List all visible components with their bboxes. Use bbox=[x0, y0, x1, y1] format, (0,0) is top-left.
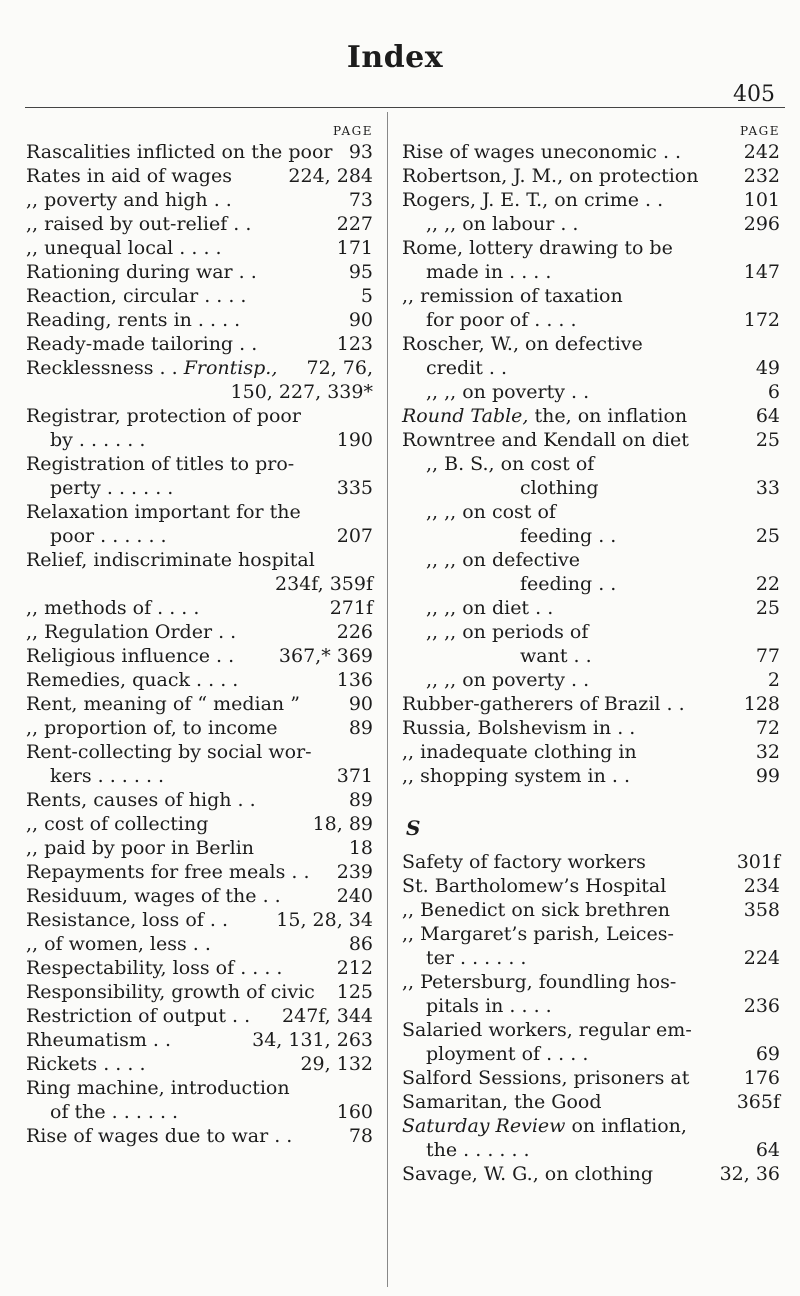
index-entry bbox=[402, 404, 780, 428]
index-entry bbox=[402, 898, 780, 922]
index-entry bbox=[26, 356, 373, 380]
index-entry bbox=[402, 428, 780, 452]
index-entry-text bbox=[402, 1114, 687, 1138]
index-entry bbox=[26, 644, 373, 668]
index-entry bbox=[402, 476, 780, 500]
index-entry-page: 18 bbox=[348, 837, 373, 859]
index-entry-text: Respectability, loss of . . . . bbox=[26, 957, 283, 979]
index-entry-text: Savage, W. G., on clothing bbox=[402, 1163, 654, 1185]
index-entry-page: 101 bbox=[743, 189, 780, 211]
index-entry bbox=[26, 1100, 373, 1124]
index-entry-page: 25 bbox=[755, 525, 780, 547]
index-entry-text: Rheumatism . . bbox=[26, 1029, 172, 1051]
index-entry-page: 296 bbox=[743, 213, 780, 235]
index-entry bbox=[26, 404, 373, 428]
index-entry bbox=[402, 1066, 780, 1090]
index-entry-text: feeding . . bbox=[520, 525, 617, 547]
index-entry bbox=[402, 500, 780, 524]
index-entry-page: 150, 227, 339* bbox=[230, 381, 373, 403]
index-entry bbox=[402, 284, 780, 308]
index-entry-text: the . . . . . . bbox=[426, 1139, 530, 1161]
index-column-left bbox=[26, 124, 373, 1148]
index-entry-text: ,, proportion of, to income bbox=[26, 717, 278, 739]
index-entry bbox=[26, 548, 373, 572]
index-entry-page: 242 bbox=[743, 141, 780, 163]
index-entry-page: 33 bbox=[755, 477, 780, 499]
index-entry bbox=[402, 308, 780, 332]
index-entry-text: ,, B. S., on cost of bbox=[426, 453, 595, 475]
index-entry-text: ,, poverty and high . . bbox=[26, 189, 232, 211]
index-entry-text: for poor of . . . . bbox=[426, 309, 577, 331]
index-entry bbox=[26, 308, 373, 332]
index-entry bbox=[26, 188, 373, 212]
index-entry-page: 89 bbox=[348, 789, 373, 811]
index-entry-text: ,, inadequate clothing in bbox=[402, 741, 637, 763]
index-entry bbox=[402, 644, 780, 668]
index-entry-text: ,, ,, on periods of bbox=[426, 621, 589, 643]
index-entry-page: 25 bbox=[755, 429, 780, 451]
index-entry-text: ,, ,, on labour . . bbox=[426, 213, 579, 235]
index-entry-text: Repayments for free meals . . bbox=[26, 861, 310, 883]
index-entry bbox=[402, 668, 780, 692]
index-entry-page: 232 bbox=[743, 165, 780, 187]
index-entry bbox=[26, 668, 373, 692]
index-entry-page: 34, 131, 263 bbox=[252, 1029, 373, 1051]
index-entry bbox=[26, 1052, 373, 1076]
index-entry-text: Rascalities inflicted on the poor bbox=[26, 141, 333, 163]
index-entry-text: Ring machine, introduction bbox=[26, 1077, 290, 1099]
index-entry-text: Samaritan, the Good bbox=[402, 1091, 602, 1113]
index-entry-text: Rogers, J. E. T., on crime . . bbox=[402, 189, 664, 211]
index-entry bbox=[26, 236, 373, 260]
running-head-title: Index bbox=[346, 40, 444, 75]
index-entry-text bbox=[402, 404, 687, 428]
index-entry-text: Rationing during war . . bbox=[26, 261, 257, 283]
index-entry bbox=[26, 956, 373, 980]
index-entry bbox=[26, 764, 373, 788]
index-entry bbox=[402, 740, 780, 764]
index-entry bbox=[26, 980, 373, 1004]
index-entry-text: Religious influence . . bbox=[26, 645, 235, 667]
index-entry bbox=[26, 260, 373, 284]
index-entry bbox=[402, 332, 780, 356]
index-entry-text: ,, Benedict on sick brethren bbox=[402, 899, 671, 921]
index-entry-text: Residuum, wages of the . . bbox=[26, 885, 281, 907]
index-entry-italic-title: Frontisp., bbox=[183, 357, 278, 379]
index-entry-page: 240 bbox=[336, 885, 373, 907]
index-entry-text: ployment of . . . . bbox=[426, 1043, 589, 1065]
index-entry bbox=[26, 524, 373, 548]
index-entry bbox=[402, 946, 780, 970]
index-entry-page: 160 bbox=[336, 1101, 373, 1123]
index-entry-page: 176 bbox=[743, 1067, 780, 1089]
index-entry-page: 72, 76, bbox=[306, 357, 373, 379]
index-entry bbox=[26, 1076, 373, 1100]
index-entry bbox=[402, 1162, 780, 1186]
index-column-right bbox=[402, 124, 780, 1186]
index-entry bbox=[402, 1114, 780, 1138]
index-entry-text: perty . . . . . . bbox=[50, 477, 174, 499]
index-entry bbox=[402, 1138, 780, 1162]
index-entry-page: 72 bbox=[755, 717, 780, 739]
index-entry-page: 236 bbox=[743, 995, 780, 1017]
index-entry-text: ter . . . . . . bbox=[426, 947, 527, 969]
index-entry-text: Rise of wages uneconomic . . bbox=[402, 141, 682, 163]
index-entry bbox=[26, 596, 373, 620]
index-entry-text: Registration of titles to pro- bbox=[26, 453, 295, 475]
index-entry bbox=[26, 452, 373, 476]
index-entry-text: Rent, meaning of “ median ” bbox=[26, 693, 300, 715]
index-entry bbox=[26, 164, 373, 188]
index-entry bbox=[402, 692, 780, 716]
index-entry-text: ,, methods of . . . . bbox=[26, 597, 200, 619]
index-entry-page: 172 bbox=[743, 309, 780, 331]
index-entry bbox=[402, 452, 780, 476]
index-entry-text: Remedies, quack . . . . bbox=[26, 669, 239, 691]
index-entry-page: 136 bbox=[336, 669, 373, 691]
index-entry-text: Safety of factory workers bbox=[402, 851, 646, 873]
index-entry-text: Registrar, protection of poor bbox=[26, 405, 301, 427]
index-entry-page: 190 bbox=[336, 429, 373, 451]
index-entry-text: ,, remission of taxation bbox=[402, 285, 623, 307]
index-entry-page: 2 bbox=[767, 669, 780, 691]
index-entry-text: ,, Petersburg, foundling hos- bbox=[402, 971, 677, 993]
index-entry-text: ,, shopping system in . . bbox=[402, 765, 631, 787]
index-entry-text: Salaried workers, regular em- bbox=[402, 1019, 692, 1041]
index-entry-page: 371 bbox=[336, 765, 373, 787]
index-entry-page: 171 bbox=[336, 237, 373, 259]
index-entry bbox=[26, 572, 373, 596]
index-entry bbox=[402, 1042, 780, 1066]
index-entry-page: 224, 284 bbox=[288, 165, 373, 187]
index-entry-text: made in . . . . bbox=[426, 261, 552, 283]
index-entry-text: of the . . . . . . bbox=[50, 1101, 179, 1123]
index-entry-text: Reaction, circular . . . . bbox=[26, 285, 247, 307]
index-entry bbox=[26, 1028, 373, 1052]
index-entry-page: 18, 89 bbox=[312, 813, 373, 835]
index-entry bbox=[402, 380, 780, 404]
index-entry bbox=[26, 908, 373, 932]
index-entry bbox=[402, 716, 780, 740]
index-entry-page: 247f, 344 bbox=[282, 1005, 373, 1027]
index-entry-text: Salford Sessions, prisoners at bbox=[402, 1067, 690, 1089]
index-entry-text: pitals in . . . . bbox=[426, 995, 552, 1017]
index-entry-page: 5 bbox=[360, 285, 373, 307]
index-entry-text: Rates in aid of wages bbox=[26, 165, 232, 187]
index-entry-page: 226 bbox=[336, 621, 373, 643]
index-entry bbox=[402, 970, 780, 994]
index-entry-page: 32 bbox=[755, 741, 780, 763]
index-entry-page: 125 bbox=[336, 981, 373, 1003]
index-entry bbox=[402, 1018, 780, 1042]
index-entry-page: 86 bbox=[348, 933, 373, 955]
index-entry-text: ,, ,, on defective bbox=[426, 549, 580, 571]
index-entry bbox=[26, 788, 373, 812]
index-entry-text: Rubber-gatherers of Brazil . . bbox=[402, 693, 685, 715]
index-entry-text: credit . . bbox=[426, 357, 508, 379]
index-entry-page: 73 bbox=[348, 189, 373, 211]
index-entry bbox=[402, 188, 780, 212]
index-entry-page: 90 bbox=[348, 693, 373, 715]
index-entry-text: kers . . . . . . bbox=[50, 765, 165, 787]
index-entry-page: 367,* 369 bbox=[278, 645, 373, 667]
index-entry bbox=[402, 1090, 780, 1114]
index-entry-text: Russia, Bolshevism in . . bbox=[402, 717, 636, 739]
index-entry bbox=[402, 850, 780, 874]
section-letter: S bbox=[406, 816, 421, 840]
index-entry bbox=[26, 692, 373, 716]
index-entry-italic-title: Round Table, bbox=[402, 405, 529, 427]
index-entry-text: Rise of wages due to war . . bbox=[26, 1125, 293, 1147]
index-entry-text: ,, ,, on cost of bbox=[426, 501, 556, 523]
index-entry-words: Recklessness . . bbox=[26, 357, 178, 379]
index-entry-page: 335 bbox=[336, 477, 373, 499]
index-entry-page: 90 bbox=[348, 309, 373, 331]
index-entry-page: 239 bbox=[336, 861, 373, 883]
index-entry-page: 224 bbox=[743, 947, 780, 969]
index-entry-text: ,, paid by poor in Berlin bbox=[26, 837, 255, 859]
index-entry bbox=[26, 284, 373, 308]
index-entry-italic-title: Saturday Review bbox=[402, 1115, 566, 1137]
index-entry-text: clothing bbox=[520, 477, 599, 499]
index-entry bbox=[26, 740, 373, 764]
section-letter-heading bbox=[402, 788, 780, 850]
index-entry-page: 227 bbox=[336, 213, 373, 235]
index-entry-words: on inflation, bbox=[565, 1115, 687, 1137]
index-entry-page: 95 bbox=[348, 261, 373, 283]
index-entry-page: 69 bbox=[755, 1043, 780, 1065]
index-entry-text: ,, ,, on poverty . . bbox=[426, 669, 590, 691]
index-entry-text bbox=[26, 356, 277, 380]
index-entry bbox=[402, 994, 780, 1018]
index-entry bbox=[402, 212, 780, 236]
index-entry-text: Rome, lottery drawing to be bbox=[402, 237, 673, 259]
index-entry bbox=[402, 260, 780, 284]
index-entry bbox=[402, 596, 780, 620]
index-entry bbox=[26, 836, 373, 860]
index-entry-text: ,, of women, less . . bbox=[26, 933, 211, 955]
index-entry bbox=[26, 476, 373, 500]
index-entry-text: Robertson, J. M., on protection bbox=[402, 165, 699, 187]
index-entry-text: Rents, causes of high . . bbox=[26, 789, 256, 811]
index-entry-page: 25 bbox=[755, 597, 780, 619]
index-entry-page: 128 bbox=[743, 693, 780, 715]
index-entry-page: 22 bbox=[755, 573, 780, 595]
index-entry-page: 147 bbox=[743, 261, 780, 283]
index-entry-text: poor . . . . . . bbox=[50, 525, 167, 547]
column-divider bbox=[387, 112, 388, 1287]
index-entry bbox=[402, 140, 780, 164]
index-entry bbox=[26, 716, 373, 740]
index-entry-text: Rowntree and Kendall on diet bbox=[402, 429, 689, 451]
index-entry-text: ,, cost of collecting bbox=[26, 813, 209, 835]
index-entry-text: Rent-collecting by social wor- bbox=[26, 741, 312, 763]
index-entry bbox=[26, 1004, 373, 1028]
index-entry-text: Responsibility, growth of civic bbox=[26, 981, 315, 1003]
index-entry-page: 123 bbox=[336, 333, 373, 355]
index-entry-page: 234f, 359f bbox=[275, 573, 373, 595]
index-entry bbox=[402, 524, 780, 548]
index-entry-page: 64 bbox=[755, 405, 780, 427]
index-entry-text: want . . bbox=[520, 645, 592, 667]
index-entry bbox=[26, 812, 373, 836]
page-column-label: PAGE bbox=[740, 124, 780, 138]
index-entry-text: Rickets . . . . bbox=[26, 1053, 146, 1075]
index-entry-text: ,, Regulation Order . . bbox=[26, 621, 237, 643]
index-entry-text: ,, unequal local . . . . bbox=[26, 237, 222, 259]
index-entry bbox=[402, 164, 780, 188]
index-entry-page: 89 bbox=[348, 717, 373, 739]
index-entry bbox=[26, 1124, 373, 1148]
index-entry-text: by . . . . . . bbox=[50, 429, 146, 451]
index-entry-page: 93 bbox=[348, 141, 373, 163]
index-entry bbox=[402, 874, 780, 898]
index-entry-text: Resistance, loss of . . bbox=[26, 909, 228, 931]
index-entry-page: 212 bbox=[336, 957, 373, 979]
index-entry bbox=[402, 236, 780, 260]
index-entry-text: St. Bartholomew’s Hospital bbox=[402, 875, 667, 897]
index-entry bbox=[26, 860, 373, 884]
index-entry-page: 78 bbox=[348, 1125, 373, 1147]
index-entry bbox=[26, 140, 373, 164]
index-entry-text: feeding . . bbox=[520, 573, 617, 595]
index-entry bbox=[26, 380, 373, 404]
index-entry-text: ,, ,, on diet . . bbox=[426, 597, 554, 619]
page-number: 405 bbox=[733, 82, 775, 107]
index-entry-text: Relaxation important for the bbox=[26, 501, 301, 523]
index-entry-text: ,, raised by out-relief . . bbox=[26, 213, 252, 235]
index-entry-words: the, on inflation bbox=[528, 405, 688, 427]
index-entry-page: 99 bbox=[755, 765, 780, 787]
index-entry-page: 234 bbox=[743, 875, 780, 897]
index-entry-page: 365f bbox=[736, 1091, 780, 1113]
index-entry-text: Relief, indiscriminate hospital bbox=[26, 549, 315, 571]
index-entry-text: Ready-made tailoring . . bbox=[26, 333, 258, 355]
header-rule bbox=[25, 107, 785, 108]
index-entry bbox=[26, 932, 373, 956]
index-entry bbox=[26, 884, 373, 908]
index-entry-page: 358 bbox=[743, 899, 780, 921]
index-entry bbox=[402, 572, 780, 596]
index-entry bbox=[26, 212, 373, 236]
index-entry bbox=[402, 620, 780, 644]
index-entry bbox=[402, 356, 780, 380]
index-entry-page: 64 bbox=[755, 1139, 780, 1161]
index-entry-text: ,, ,, on poverty . . bbox=[426, 381, 590, 403]
index-entry-page: 6 bbox=[767, 381, 780, 403]
index-entry bbox=[402, 922, 780, 946]
index-entry-page: 32, 36 bbox=[719, 1163, 780, 1185]
index-entry bbox=[402, 548, 780, 572]
index-entry-page: 207 bbox=[336, 525, 373, 547]
index-entry bbox=[26, 428, 373, 452]
index-entry-page: 15, 28, 34 bbox=[276, 909, 373, 931]
page-column-label: PAGE bbox=[333, 124, 373, 138]
index-entry-page: 29, 132 bbox=[300, 1053, 373, 1075]
index-entry-page: 77 bbox=[755, 645, 780, 667]
index-entry bbox=[26, 332, 373, 356]
index-entry-page: 271f bbox=[329, 597, 373, 619]
index-entry-text: Reading, rents in . . . . bbox=[26, 309, 241, 331]
index-entry-text: Restriction of output . . bbox=[26, 1005, 251, 1027]
index-entry-page: 49 bbox=[755, 357, 780, 379]
index-entry bbox=[26, 500, 373, 524]
index-entry bbox=[402, 764, 780, 788]
index-entry bbox=[26, 620, 373, 644]
index-entry-text: Roscher, W., on defective bbox=[402, 333, 643, 355]
index-entry-text: ,, Margaret’s parish, Leices- bbox=[402, 923, 674, 945]
index-entry-page: 301f bbox=[736, 851, 780, 873]
